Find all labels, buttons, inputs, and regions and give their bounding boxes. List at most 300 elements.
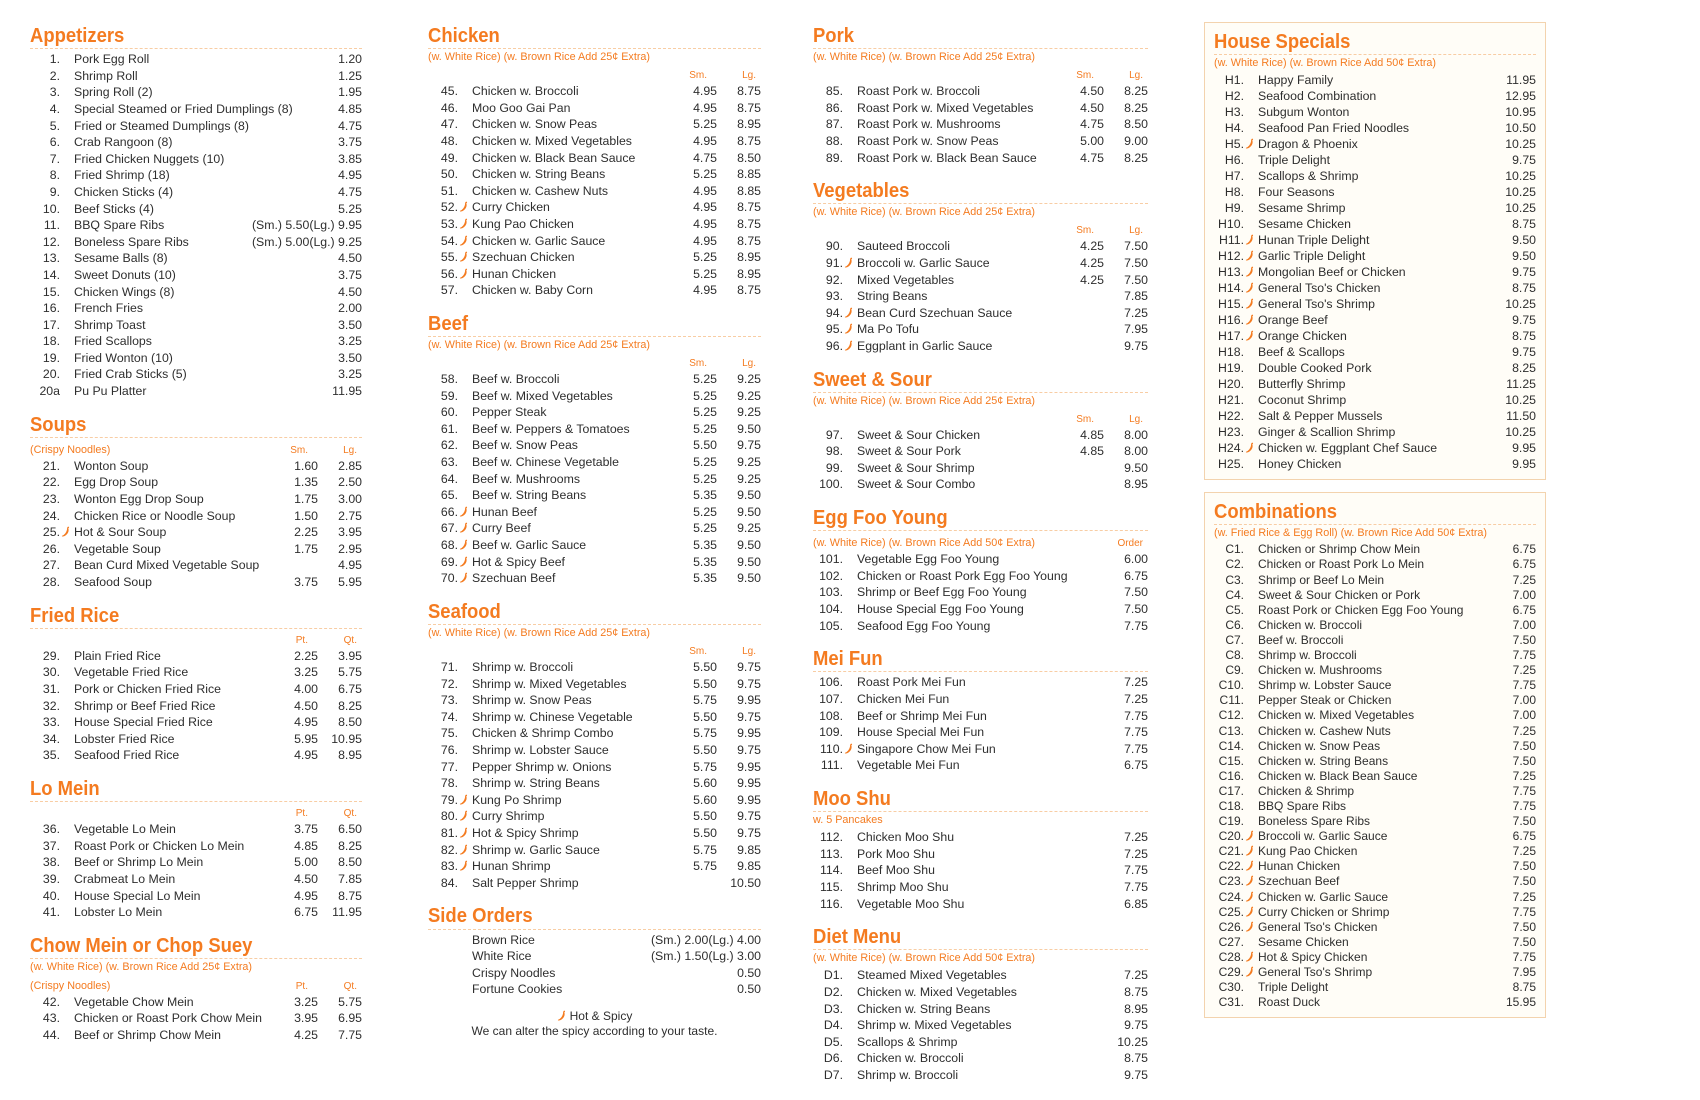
hot-spicy-label-line (428, 1009, 761, 1024)
item-price-large: 6.75 (1124, 758, 1148, 773)
item-price-small: 3.25 (294, 994, 318, 1009)
item-number: 102. (819, 568, 843, 583)
item-name: Wonton Egg Drop Soup (74, 492, 204, 507)
item-number: C16. (1218, 768, 1244, 783)
item-number: C21. (1218, 844, 1244, 859)
item-name: Beef or Shrimp Lo Mein (74, 855, 204, 870)
item-price-large: 4.85 (338, 101, 362, 116)
item-name: Chicken w. Black Bean Sauce (472, 150, 636, 165)
item-number: C30. (1218, 980, 1244, 995)
item-price-large: 8.95 (1124, 477, 1148, 492)
item-name: Plain Fried Rice (74, 648, 161, 663)
item-price-large: 7.50 (1124, 239, 1148, 254)
item-number: C22. (1218, 859, 1244, 874)
item-price-large: 7.50 (1512, 814, 1536, 829)
item-price-large: 11.25 (1506, 377, 1536, 392)
price-col1-header: Pt. (295, 634, 308, 646)
item-number: H7. (1224, 169, 1244, 184)
item-number: 74. (440, 709, 458, 724)
price-header-row (428, 646, 761, 657)
item-number: 92. (825, 272, 843, 287)
item-price-large: 9.95 (737, 776, 761, 791)
menu-item-row (813, 896, 1148, 913)
item-price-small: 4.50 (294, 871, 318, 886)
item-price-large: 9.25 (737, 455, 761, 470)
item-price-large: 7.00 (1512, 693, 1536, 708)
item-price-small: 4.25 (1080, 272, 1104, 287)
item-price-large: 3.25 (338, 334, 362, 349)
menu-item-row (813, 321, 1148, 338)
item-name: Fried Chicken Nuggets (10) (74, 151, 225, 166)
item-name: Pork Egg Roll (74, 52, 150, 67)
section-subtitle: (w. White Rice) (w. Brown Rice Add 50¢ Extra) (1214, 57, 1437, 70)
menu-item-row (1214, 799, 1536, 814)
item-name: Seafood Soup (74, 575, 152, 589)
item-price-small: 5.50 (693, 676, 717, 691)
item-price-large: (Lg.) 3.00 (708, 949, 761, 964)
menu-item-row (1214, 920, 1536, 935)
menu-item-row (1214, 152, 1536, 168)
item-price-large: 11.95 (1506, 73, 1536, 88)
item-name: Hunan Chicken (472, 266, 557, 281)
menu-item-row (30, 201, 362, 218)
item-number: 45. (440, 84, 458, 99)
item-number: C18. (1218, 798, 1244, 813)
item-price-large: 9.25 (737, 372, 761, 387)
item-price-small: 5.50 (693, 825, 717, 840)
item-number: H11. (1218, 233, 1244, 248)
item-number: 96. (825, 338, 843, 353)
item-name: Chicken w. String Beans (472, 167, 606, 182)
item-name: Sweet & Sour Pork (857, 444, 961, 459)
item-price-small: 4.95 (693, 200, 717, 215)
item-name: Chicken w. String Beans (857, 1001, 991, 1016)
item-name: Ma Po Tofu (857, 322, 919, 337)
item-number: 46. (440, 100, 458, 115)
section-title: Fried Rice (30, 603, 120, 627)
item-number: 56. (440, 266, 458, 281)
menu-item-row (1214, 980, 1536, 995)
item-price-large: 9.75 (737, 709, 761, 724)
menu-item-row (1214, 312, 1536, 328)
menu-item-row (1214, 376, 1536, 392)
item-name: Shrimp or Beef Egg Foo Young (857, 585, 1027, 600)
menu-item-row (1214, 874, 1536, 889)
item-name: Boneless Spare Ribs (1258, 814, 1371, 829)
hot-spicy-pepper-icon (1244, 297, 1258, 313)
item-price-large: 8.75 (737, 133, 761, 148)
section-moo-shu (813, 785, 1148, 912)
menu-item-row (428, 932, 761, 949)
item-number: 34. (42, 731, 60, 746)
item-number: 11. (43, 218, 60, 233)
item-name: Triple Delight (1258, 153, 1330, 168)
section-title: Sweet & Sour (813, 367, 932, 391)
menu-item-row (30, 250, 362, 267)
item-name: House Special Egg Foo Young (857, 602, 1024, 617)
item-price-small: 5.95 (294, 731, 318, 746)
item-number: C23. (1218, 874, 1244, 889)
item-price-large: 3.75 (338, 135, 362, 150)
menu-item-row (428, 742, 761, 759)
item-price-small: 4.50 (1080, 100, 1104, 115)
section-header (813, 504, 1148, 531)
section-header (813, 785, 1148, 812)
item-number: H4. (1224, 121, 1244, 136)
section-title: Moo Shu (813, 786, 891, 810)
item-number: 33. (42, 715, 60, 730)
menu-item-row (1214, 769, 1536, 784)
item-price-large: 1.20 (338, 52, 362, 67)
menu-item-row (1214, 859, 1536, 874)
menu-item-row (813, 724, 1148, 741)
item-name: Orange Chicken (1258, 329, 1347, 344)
item-price-small: 4.85 (1080, 427, 1104, 442)
item-number: 3. (49, 85, 60, 100)
hot-spicy-pepper-icon (458, 571, 472, 588)
hot-spicy-pepper-icon (1244, 249, 1258, 265)
item-price-large: 9.95 (1512, 457, 1536, 472)
item-price-large: 7.85 (338, 871, 362, 886)
menu-item-row (1214, 754, 1536, 769)
section-header (428, 310, 761, 337)
item-name: Sesame Shrimp (1258, 201, 1346, 216)
item-name: Beef Moo Shu (857, 863, 935, 878)
item-name: Subgum Wonton (1258, 105, 1350, 120)
item-name: Mongolian Beef or Chicken (1258, 265, 1406, 280)
item-price-large: 8.25 (338, 698, 362, 713)
item-price-large: 9.75 (737, 825, 761, 840)
price-col1-header: Sm. (1076, 70, 1094, 82)
item-number: H22. (1218, 409, 1244, 424)
item-name: Curry Chicken (472, 200, 550, 215)
section-egg-foo-young (813, 504, 1148, 634)
item-name: General Tso's Shrimp (1258, 965, 1373, 979)
menu-item-row (428, 471, 761, 488)
item-price-large: 9.50 (1124, 460, 1148, 475)
item-name: Seafood Egg Foo Young (857, 618, 991, 633)
item-price-large: 9.50 (737, 421, 761, 436)
item-price-large: 9.50 (1512, 233, 1536, 248)
section-header (1214, 498, 1536, 525)
item-name: Pork or Chicken Fried Rice (74, 681, 221, 696)
item-number: 5. (49, 118, 60, 133)
item-name: Sesame Chicken (1258, 217, 1351, 232)
item-number: 82. (440, 842, 458, 857)
item-name: Lobster Fried Rice (74, 731, 175, 746)
item-price-large: 9.75 (1512, 345, 1536, 360)
hot-spicy-pepper-icon (458, 250, 472, 267)
menu-item-row (813, 568, 1148, 585)
item-name: Chicken w. Mixed Vegetables (1258, 708, 1415, 723)
menu-item-row (813, 150, 1148, 167)
item-number: 109. (819, 725, 843, 740)
item-name: Beef w. Mushrooms (472, 471, 580, 486)
item-number: 70. (440, 571, 458, 586)
section-title: Chicken (428, 24, 500, 47)
menu-item-row (428, 388, 761, 405)
item-number: 106. (819, 675, 843, 690)
hot-spicy-pepper-icon (458, 521, 472, 538)
item-price-small: 3.75 (294, 575, 318, 589)
menu-item-row (428, 199, 761, 216)
menu-item-row (428, 282, 761, 299)
item-price-large: 3.50 (338, 350, 362, 365)
item-number: 103. (819, 585, 843, 600)
item-price-small: 5.50 (693, 660, 717, 674)
item-price-large: 7.75 (1512, 678, 1536, 693)
hot-spicy-pepper-icon (1244, 329, 1258, 345)
menu-item-row (1214, 950, 1536, 965)
section-title: Side Orders (428, 904, 533, 928)
item-name: Pu Pu Platter (74, 384, 147, 399)
item-price-large: 9.50 (737, 571, 761, 586)
menu-item-row (30, 714, 362, 731)
item-number: 94. (825, 305, 843, 320)
item-name: Chicken w. Cashew Nuts (1258, 723, 1391, 738)
item-price-large: 9.50 (737, 538, 761, 553)
menu-item-row (428, 692, 761, 709)
item-name: Kung Pao Chicken (1258, 844, 1358, 859)
item-price-small: 4.95 (294, 888, 318, 903)
menu-item-row (1214, 328, 1536, 344)
item-name: Crab Rangoon (8) (74, 135, 173, 150)
item-price-large: 8.95 (737, 266, 761, 281)
menu-item-row (1214, 200, 1536, 216)
menu-item-row (428, 249, 761, 266)
item-price-small: 2.25 (294, 648, 318, 663)
item-number: C29. (1218, 965, 1244, 979)
item-number: 17. (42, 317, 60, 332)
hot-spicy-pepper-icon (458, 200, 472, 217)
item-price-large: 7.50 (1512, 753, 1536, 768)
item-name: Beef or Shrimp Mei Fun (857, 708, 987, 723)
menu-item-row (30, 366, 362, 383)
item-price-small: 5.25 (693, 117, 717, 132)
menu-item-row (428, 858, 761, 875)
item-name: Beef w. Garlic Sauce (472, 538, 587, 553)
item-price-small: 4.95 (294, 748, 318, 763)
item-price-small: 4.50 (294, 698, 318, 713)
item-name: Kung Po Shrimp (472, 792, 562, 807)
price-col2-header: Lg. (742, 646, 756, 657)
item-number: H16. (1218, 313, 1244, 328)
item-price-small: 4.25 (1080, 255, 1104, 270)
item-number: 43. (42, 1011, 60, 1026)
menu-item-row (813, 584, 1148, 601)
menu-item-row (813, 460, 1148, 477)
item-price-large: 2.50 (338, 475, 362, 490)
item-number: 110. (819, 741, 843, 756)
menu-item-row (30, 664, 362, 681)
item-price-large: 7.75 (1124, 879, 1148, 894)
item-number: C15. (1218, 753, 1244, 768)
item-number: C2. (1225, 557, 1244, 572)
item-price-large: 7.75 (1512, 783, 1536, 798)
item-name: Shrimp or Beef Lo Mein (1258, 572, 1385, 587)
item-name: Beef w. String Beans (472, 488, 587, 503)
menu-item-row (428, 981, 761, 998)
menu-item-row (813, 601, 1148, 618)
section-vegetables (813, 177, 1148, 354)
price-header-note: (Crispy Noodles) (30, 979, 111, 992)
item-name: Beef or Shrimp Chow Mein (74, 1028, 221, 1043)
item-name: Hot & Spicy Chicken (1258, 949, 1368, 964)
hot-spicy-pepper-icon (1244, 891, 1258, 906)
item-name: House Special Lo Mein (74, 888, 201, 903)
item-name: Vegetable Mei Fun (857, 758, 960, 773)
item-number: 12. (42, 234, 60, 249)
item-price-small: 5.75 (693, 842, 717, 857)
menu-item-row (813, 618, 1148, 635)
section-diet-menu (813, 923, 1148, 1083)
item-number: 91. (825, 255, 843, 270)
item-number: H5. (1224, 137, 1244, 152)
item-number: 30. (42, 665, 60, 680)
item-price-large: 3.50 (338, 317, 362, 332)
item-number: 47. (440, 117, 458, 132)
item-price-small: 4.50 (1080, 84, 1104, 99)
item-price-large: 6.50 (338, 822, 362, 837)
item-name: Chicken Sticks (4) (74, 184, 174, 199)
item-name: Moo Goo Gai Pan (472, 100, 571, 115)
item-number: 14. (42, 267, 60, 282)
item-name: Chicken w. Mixed Vegetables (857, 984, 1017, 999)
section-title: Pork (813, 24, 855, 47)
menu-item-row (1214, 280, 1536, 296)
item-name: Boneless Spare Ribs (74, 234, 189, 249)
section-lo-mein (30, 775, 362, 921)
hot-spicy-pepper-icon (843, 742, 857, 759)
hot-spicy-pepper-icon (843, 339, 857, 356)
item-name: Chicken w. Garlic Sauce (1258, 889, 1389, 904)
item-number: H8. (1224, 185, 1244, 200)
menu-item-row (30, 51, 362, 68)
item-price-large: 9.25 (737, 471, 761, 486)
menu-item-row (1214, 678, 1536, 693)
item-number: 95. (825, 322, 843, 337)
menu-item-row (428, 808, 761, 825)
item-price-large: 7.25 (1512, 889, 1536, 904)
item-price-small: 2.25 (294, 525, 318, 540)
section-soups (30, 411, 362, 591)
item-price-small: 5.35 (693, 571, 717, 586)
item-number: C27. (1218, 934, 1244, 949)
menu-item-row (813, 83, 1148, 100)
menu-item-row (1214, 557, 1536, 572)
price-col2-header: Lg. (343, 444, 357, 456)
menu-item-row (428, 504, 761, 521)
item-name: Salt Pepper Shrimp (472, 875, 579, 890)
price-col1-header: Sm. (290, 444, 308, 456)
item-name: Scallops & Shrimp (1258, 169, 1359, 184)
item-price-large: 8.75 (737, 100, 761, 115)
menu-item-row (1214, 890, 1536, 905)
item-number: H12. (1218, 249, 1244, 264)
item-number: 28. (42, 575, 60, 589)
menu-item-row (1214, 708, 1536, 723)
section-beef (428, 310, 761, 587)
item-name: Vegetable Chow Mein (74, 994, 194, 1009)
item-price-large: 8.75 (1512, 980, 1536, 995)
item-number: 21. (42, 458, 60, 473)
item-number: 88. (825, 133, 843, 148)
item-name: Shrimp w. Chinese Vegetable (472, 709, 633, 724)
menu-item-row (30, 151, 362, 168)
section-header (30, 411, 362, 438)
hot-spicy-pepper-icon (1244, 265, 1258, 281)
item-name: Roast Pork Mei Fun (857, 675, 966, 690)
menu-item-row (1214, 296, 1536, 312)
item-name: Shrimp w. Broccoli (857, 1067, 959, 1082)
item-number: 57. (440, 283, 458, 298)
section-subtitle: (w. White Rice) (w. Brown Rice Add 25¢ Extra) (813, 51, 1036, 64)
menu-item-row (428, 266, 761, 283)
menu-item-row (428, 100, 761, 117)
item-price-large: 9.75 (737, 809, 761, 824)
hot-spicy-pepper-icon (1244, 441, 1258, 457)
item-price-large: 9.75 (737, 438, 761, 453)
item-number: 64. (440, 471, 458, 486)
menu-item-row (30, 383, 362, 400)
item-price-small: 4.95 (693, 233, 717, 248)
item-price-large: 8.25 (1124, 100, 1148, 115)
item-price-small: 4.85 (294, 838, 318, 853)
menu-item-row (1214, 408, 1536, 424)
item-price-large: 8.75 (338, 888, 362, 903)
item-number: 112. (819, 830, 843, 845)
item-name: Szechuan Chicken (472, 250, 575, 265)
item-number: 111. (820, 758, 843, 773)
item-number: 36. (42, 822, 60, 837)
item-price-large: 10.95 (1505, 105, 1536, 120)
item-price-large: 6.95 (338, 1011, 362, 1026)
item-name: Roast Pork w. Snow Peas (857, 133, 999, 148)
item-price-large: 5.75 (338, 665, 362, 680)
item-number: H24. (1218, 441, 1244, 456)
item-price-large: 8.00 (1124, 444, 1148, 459)
item-name: Shrimp w. Lobster Sauce (1258, 678, 1392, 693)
item-number: 97. (825, 427, 843, 442)
item-name: Wonton Soup (74, 458, 149, 473)
item-number: 84. (440, 875, 458, 890)
item-price-large: 2.00 (338, 301, 362, 316)
menu-item-row (30, 267, 362, 284)
item-price-small: 5.25 (693, 455, 717, 470)
menu-item-row (1214, 88, 1536, 104)
item-price-large: 8.25 (1124, 84, 1148, 99)
item-number: 78. (440, 776, 458, 791)
menu-item-row (30, 284, 362, 301)
item-name: Beef w. Broccoli (1258, 632, 1344, 647)
item-price-small: 1.75 (294, 492, 318, 507)
item-number: 13. (42, 251, 60, 266)
item-price-large: 9.75 (737, 676, 761, 691)
item-price-small: 4.00 (294, 681, 318, 696)
item-name: Chicken w. Mixed Vegetables (472, 133, 632, 148)
price-header-row (30, 808, 362, 819)
item-name: Fried Crab Sticks (5) (74, 367, 187, 382)
section-title: Beef (428, 311, 468, 335)
section-mei-fun (813, 645, 1148, 774)
item-number: 77. (440, 759, 458, 774)
menu-item-row (428, 775, 761, 792)
item-name: Chicken w. Broccoli (857, 1051, 964, 1066)
item-price-small: (Sm.) 1.50 (650, 949, 709, 964)
menu-item-row (428, 948, 761, 965)
item-number: 52. (440, 200, 458, 215)
item-name: String Beans (857, 289, 928, 304)
